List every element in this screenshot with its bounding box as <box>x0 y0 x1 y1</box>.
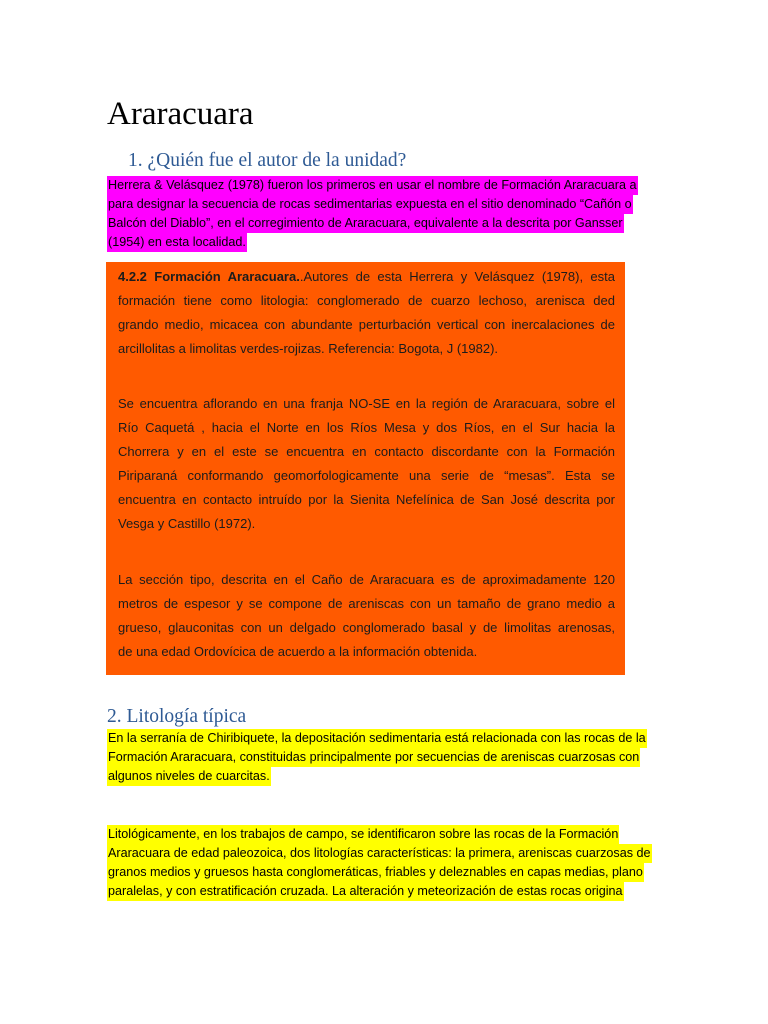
excerpt-line: grueso, glauconitas con un delgado conglomerado basal y de limolitas arenosas, <box>118 620 615 635</box>
pink-highlight-line: para designar la secuencia de rocas sedimentarias expuesta en el sitio denominado “Cañón o <box>107 195 633 214</box>
excerpt-line: encuentra en contacto intruído por la Sienita Nefelínica de San José descrita por <box>118 492 615 507</box>
excerpt-line: formación tiene como litologia: conglomerado de cuarzo lechoso, arenisca ded <box>118 293 615 308</box>
pink-highlight-line: Balcón del Diablo”, en el corregimiento de Araracuara, equivalente a la descrita por Gansser <box>107 214 624 233</box>
excerpt-line: Se encuentra aflorando en una franja NO-SE en la región de Araracuara, sobre el <box>118 396 615 411</box>
yellow-highlight-line: Formación Araracuara, constituidas principalmente por secuencias de areniscas cuarzosas con <box>107 748 640 767</box>
excerpt-line: Chorrera y en el este se encuentra en contacto discordante con la Formación <box>118 444 615 459</box>
excerpt-line: grando medio, micacea con abundante perturbación vertical con inercalaciones de <box>118 317 615 332</box>
excerpt-line: Río Caquetá , hacia el Norte en los Ríos Mesa y dos Ríos, en el Sur hacia la <box>118 420 615 435</box>
yellow-highlight-line: En la serranía de Chiribiquete, la depositación sedimentaria está relacionada con las rocas de la <box>107 729 647 748</box>
excerpt-line: Piriparaná conformando geomorfologicamente una serie de “mesas”. Esta se <box>118 468 615 483</box>
excerpt-line: de una edad Ordovícica de acuerdo a la información obtenida. <box>118 644 478 659</box>
yellow-highlight-line: paralelas, y con estratificación cruzada. La alteración y meteorización de estas rocas origina <box>107 882 624 901</box>
excerpt-line: 4.2.2 Formación Araracuara..Autores de esta Herrera y Velásquez (1978), esta <box>118 269 615 284</box>
excerpt-line: Vesga y Castillo (1972). <box>118 516 256 531</box>
excerpt-line: La sección tipo, descrita en el Caño de Araracuara es de aproximadamente 120 <box>118 572 615 587</box>
yellow-highlight-line: Araracuara de edad paleozoica, dos litologías características: la primera, areniscas cuarzosas de <box>107 844 652 863</box>
section-2-heading: 2. Litología típica <box>107 706 247 727</box>
yellow-highlight-line: granos medios y gruesos hasta conglomeráticas, friables y deleznables en capas medias, plano <box>107 863 644 882</box>
pink-highlight-line: (1954) en esta localidad. <box>107 233 247 252</box>
excerpt-heading: 4.2.2 Formación Araracuara. <box>118 269 300 284</box>
page-title: Araracuara <box>107 96 254 132</box>
question-1-heading: 1. ¿Quién fue el autor de la unidad? <box>128 150 407 171</box>
yellow-highlight-line: Litológicamente, en los trabajos de campo, se identificaron sobre las rocas de la Formación <box>107 825 619 844</box>
excerpt-line: arcillolitas a limolitas verdes-rojizas. Referencia: Bogota, J (1982). <box>118 341 499 356</box>
pink-highlight-line: Herrera & Velásquez (1978) fueron los primeros en usar el nombre de Formación Araracuara a <box>107 176 638 195</box>
excerpt-line: metros de espesor y se compone de areniscas con un tamaño de grano medio a <box>118 596 615 611</box>
yellow-highlight-line: algunos niveles de cuarcitas. <box>107 767 271 786</box>
